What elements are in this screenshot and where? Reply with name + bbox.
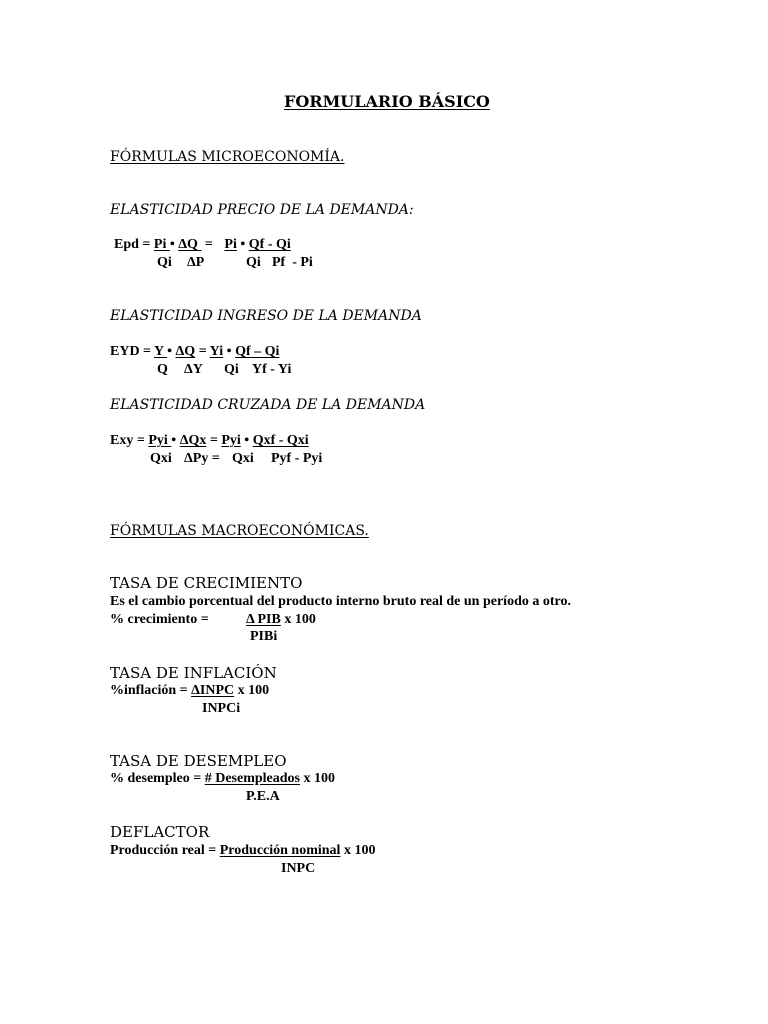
- deflactor-mult: x 100: [340, 843, 376, 858]
- deflactor-lhs: Producción real =: [110, 843, 220, 858]
- crecimiento-den: PIBi: [250, 629, 278, 644]
- precio-num-pi-2: Pi: [224, 237, 237, 252]
- desempleo-den: P.E.A: [246, 789, 280, 804]
- ingreso-den-qi: Qi: [224, 362, 239, 377]
- crecimiento-description: Es el cambio porcentual del producto interno bruto real de un período a otro.: [110, 594, 571, 609]
- cruzada-den-dpy: ΔPy =: [184, 451, 220, 466]
- precio-dot-2: •: [236, 237, 249, 252]
- cruzada-num-pyi-2: Pyi: [221, 433, 241, 448]
- crecimiento-heading: TASA DE CRECIMIENTO: [110, 574, 303, 592]
- deflactor-den: INPC: [281, 861, 316, 876]
- ingreso-num-yi: Yi: [209, 344, 224, 359]
- precio-num-pi: Pi: [153, 237, 170, 252]
- desempleo-num: # Desempleados: [204, 771, 300, 786]
- ingreso-lhs: EYD =: [110, 344, 155, 359]
- inflacion-mult: x 100: [234, 683, 270, 698]
- cruzada-num-dqx: ΔQx: [179, 433, 207, 448]
- precio-den-qi-2: Qi: [246, 255, 261, 270]
- cruzada-formula-numerator: [110, 434, 309, 448]
- cruzada-dot-2: •: [240, 433, 253, 448]
- precio-num-dq: ΔQ: [178, 237, 202, 252]
- inflacion-den: INPCi: [202, 701, 241, 716]
- ingreso-den-dy: ΔY: [184, 362, 203, 377]
- ingreso-num-y: Y: [154, 344, 168, 359]
- crecimiento-mult: x 100: [280, 612, 316, 627]
- micro-heading: FÓRMULAS MICROECONOMÍA.: [110, 149, 345, 165]
- precio-den-qi: Qi: [157, 255, 172, 270]
- precio-lhs: Epd =: [114, 237, 154, 252]
- cruzada-den-pyf-pyi: Pyf - Pyi: [271, 451, 323, 466]
- ingreso-equals: =: [195, 344, 210, 359]
- cruzada-den-qxi-2: Qxi: [232, 451, 254, 466]
- precio-den-pf-pi: Pf - Pi: [272, 255, 313, 270]
- cruzada-den-qxi: Qxi: [150, 451, 172, 466]
- desempleo-heading: TASA DE DESEMPLEO: [110, 752, 287, 770]
- desempleo-formula-numerator: [110, 772, 335, 786]
- deflactor-formula-numerator: [110, 844, 375, 858]
- ingreso-formula-numerator: [110, 345, 279, 359]
- macro-heading: FÓRMULAS MACROECONÓMICAS.: [110, 523, 369, 539]
- precio-dot-1: •: [169, 237, 179, 252]
- deflactor-heading: DEFLACTOR: [110, 823, 210, 841]
- cruzada-lhs: Exy =: [110, 433, 149, 448]
- precio-formula-numerator: [114, 238, 291, 252]
- ingreso-den-yf-yi: Yf - Yi: [252, 362, 292, 377]
- inflacion-formula-numerator: [110, 684, 269, 698]
- precio-equals: =: [201, 237, 217, 252]
- precio-num-qf-qi: Qf - Qi: [248, 237, 291, 252]
- cruzada-num-qxf-qxi: Qxf - Qxi: [252, 433, 309, 448]
- precio-heading: ELASTICIDAD PRECIO DE LA DEMANDA:: [110, 202, 414, 218]
- ingreso-dot-1: •: [167, 344, 176, 359]
- ingreso-den-q: Q: [157, 362, 168, 377]
- inflacion-num: ΔINPC: [191, 683, 235, 698]
- ingreso-heading: ELASTICIDAD INGRESO DE LA DEMANDA: [110, 308, 422, 324]
- cruzada-dot-1: •: [171, 433, 180, 448]
- cruzada-heading: ELASTICIDAD CRUZADA DE LA DEMANDA: [110, 397, 426, 413]
- crecimiento-lhs: % crecimiento =: [110, 612, 209, 627]
- crecimiento-numerator-line: [246, 613, 316, 627]
- ingreso-dot-2: •: [223, 344, 236, 359]
- cruzada-num-pyi: Pyi: [148, 433, 172, 448]
- page-title: FORMULARIO BÁSICO: [284, 92, 490, 111]
- ingreso-num-dq: ΔQ: [175, 344, 196, 359]
- ingreso-num-qf-qi: Qf – Qi: [235, 344, 280, 359]
- deflactor-num: Producción nominal: [219, 843, 341, 858]
- desempleo-mult: x 100: [299, 771, 335, 786]
- precio-den-dp: ΔP: [187, 255, 205, 270]
- crecimiento-num: Δ PIB: [246, 612, 281, 627]
- inflacion-heading: TASA DE INFLACIÓN: [110, 664, 277, 682]
- desempleo-lhs: % desempleo =: [110, 771, 205, 786]
- cruzada-equals: =: [206, 433, 222, 448]
- inflacion-lhs: %inflación =: [110, 683, 192, 698]
